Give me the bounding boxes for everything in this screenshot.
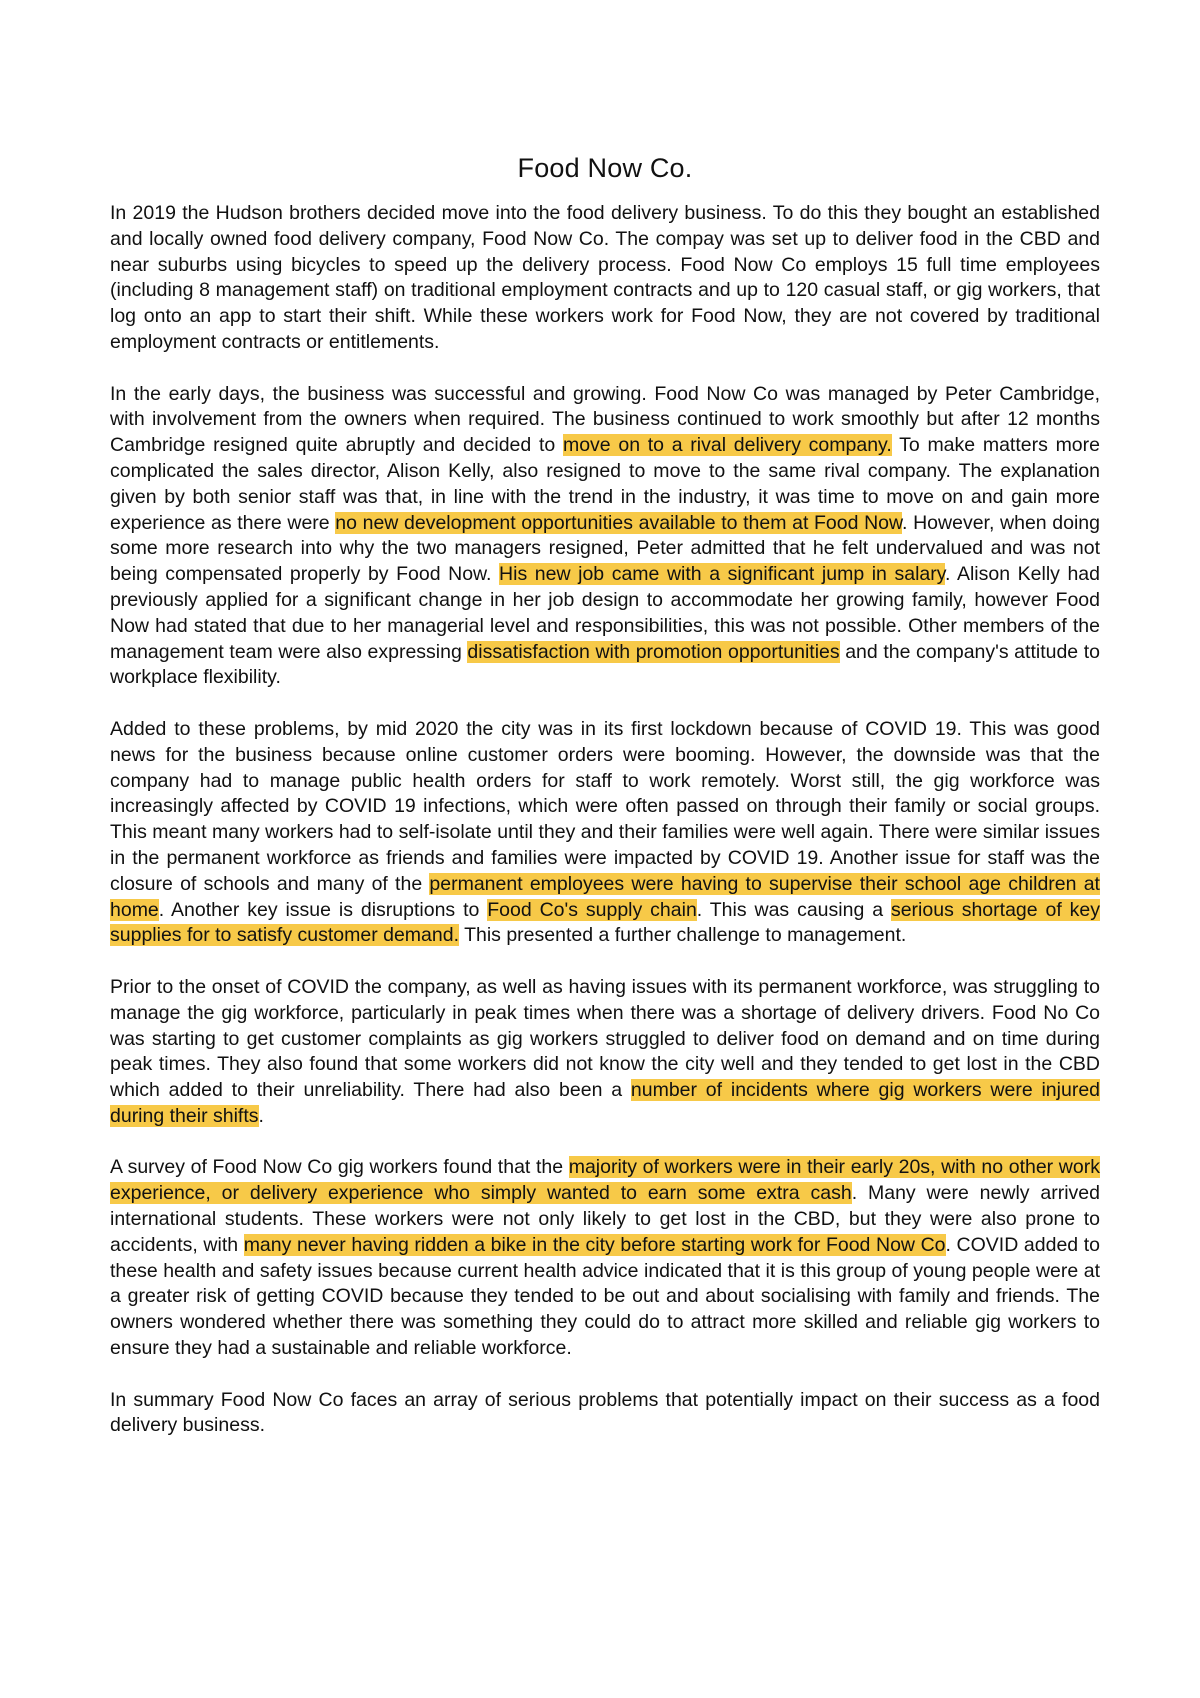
body-text-segment: Prior to the onset of COVID the company, as well as having issues with its permanent workforce, was struggling to manage the gig workforce, particularly in peak times when there was a shortage of delivery drivers. Food No Co was starting to get customer complaints as gig workers struggled to deliver food on demand and on time during peak times. They also found that some workers did not know the city well and they tended to get lost in the CBD which added to their unreliability. There had also been a: [110, 975, 1100, 1102]
body-text-segment: . However, when doing some more research into why the two managers resigned, Peter admitted that he felt undervalued and was not being compensated properly by Food Now.: [110, 511, 1100, 586]
paragraph-5: [110, 1155, 1100, 1361]
body-text-segment: . Many were newly arrived international students. These workers were not only likely to get lost in the CBD, but they were also prone to accidents, with: [110, 1182, 1100, 1256]
body-text-segment: . COVID added to these health and safety issues because current health advice indicated that it is this group of young people were at a greater risk of getting COVID because they tended to be out and about socialising with family and friends. The owners wondered whether there was something they could do to attract more skilled and reliable gig workers to ensure they had a sustainable and reliable workforce.: [110, 1233, 1100, 1360]
body-text-segment: A survey of Food Now Co gig workers found that the: [110, 1156, 569, 1179]
body-text-segment: and the company's attitude to workplace flexibility.: [110, 640, 1100, 689]
highlighted-text: His new job came with a significant jump in salary: [499, 563, 946, 586]
highlighted-text: dissatisfaction with promotion opportunities: [467, 640, 840, 663]
body-text-segment: Added to these problems, by mid 2020 the city was in its first lockdown because of COVID 19. This was good news for the business because online customer orders were booming. However, the downside was that the company had to manage public health orders for staff to work remotely. Worst still, the gig workforce was increasingly affected by COVID 19 infections, which were often passed on through their family or social groups. This meant many workers had to self-isolate until they and their families were well again. There were similar issues in the permanent workforce as friends and families were impacted by COVID 19. Another issue for staff was the closure of schools and many of the: [110, 717, 1100, 895]
paragraph-3: [110, 717, 1100, 949]
highlighted-text: number of incidents where gig workers were injured during their shifts: [110, 1079, 1101, 1127]
body-text-segment: To make matters more complicated the sales director, Alison Kelly, also resigned to move to the same rival company. The explanation given by both senior staff was that, in line with the trend in the industry, it was time to move on and gain more experience as there were: [110, 434, 1100, 534]
paragraph-1: [110, 201, 1100, 356]
body-text-segment: . This was causing a: [696, 898, 891, 921]
highlighted-text: serious shortage of key supplies for to satisfy customer demand.: [110, 898, 1101, 947]
document-title: Food Now Co.: [517, 153, 693, 183]
document-page: [110, 0, 1100, 1439]
body-text-segment: In summary Food Now Co faces an array of serious problems that potentially impact on their success as a food delivery business.: [110, 1388, 1100, 1437]
document-body: [110, 201, 1100, 1439]
paragraph-2: [110, 382, 1100, 692]
highlighted-text: no new development opportunities available to them at Food Now: [335, 511, 903, 534]
body-text-segment: In 2019 the Hudson brothers decided move into the food delivery business. To do this they bought an established and locally owned food delivery company, Food Now Co. The compay was set up to deliver food in the CBD and near suburbs using bicycles to speed up the delivery process. Food Now Co employs 15 full time employees (including 8 management staff) on traditional employment contracts and up to 120 casual staff, or gig workers, that log onto an app to start their shift. While these workers work for Food Now, they are not covered by traditional employment contracts or entitlements.: [110, 202, 1100, 353]
highlighted-text: move on to a rival delivery company.: [562, 434, 892, 457]
body-text-segment: This presented a further challenge to management.: [459, 924, 907, 947]
body-text-segment: .: [258, 1104, 264, 1127]
body-text-segment: . Another key issue is disruptions to: [158, 898, 488, 921]
body-text-segment: In the early days, the business was successful and growing. Food Now Co was managed by Peter Cambridge, with involvement from the owners when required. The business continued to work smoothly but after 12 months Cambridge resigned quite abruptly and decided to: [110, 382, 1100, 457]
body-text-segment: . Alison Kelly had previously applied for a significant change in her job design to accommodate her growing family, however Food Now had stated that due to her managerial level and responsibilities, this was not possible. Other members of the management team were also expressing: [110, 563, 1101, 663]
paragraph-4: [110, 975, 1100, 1130]
paragraph-6: [110, 1388, 1100, 1440]
highlighted-text: many never having ridden a bike in the city before starting work for Food Now Co: [243, 1233, 946, 1256]
highlighted-text: permanent employees were having to supervise their school age children at home: [110, 872, 1100, 921]
highlighted-text: majority of workers were in their early 20s, with no other work experience, or delivery experience who simply wanted to earn some extra cash: [110, 1156, 1100, 1205]
highlighted-text: Food Co's supply chain: [487, 898, 697, 921]
